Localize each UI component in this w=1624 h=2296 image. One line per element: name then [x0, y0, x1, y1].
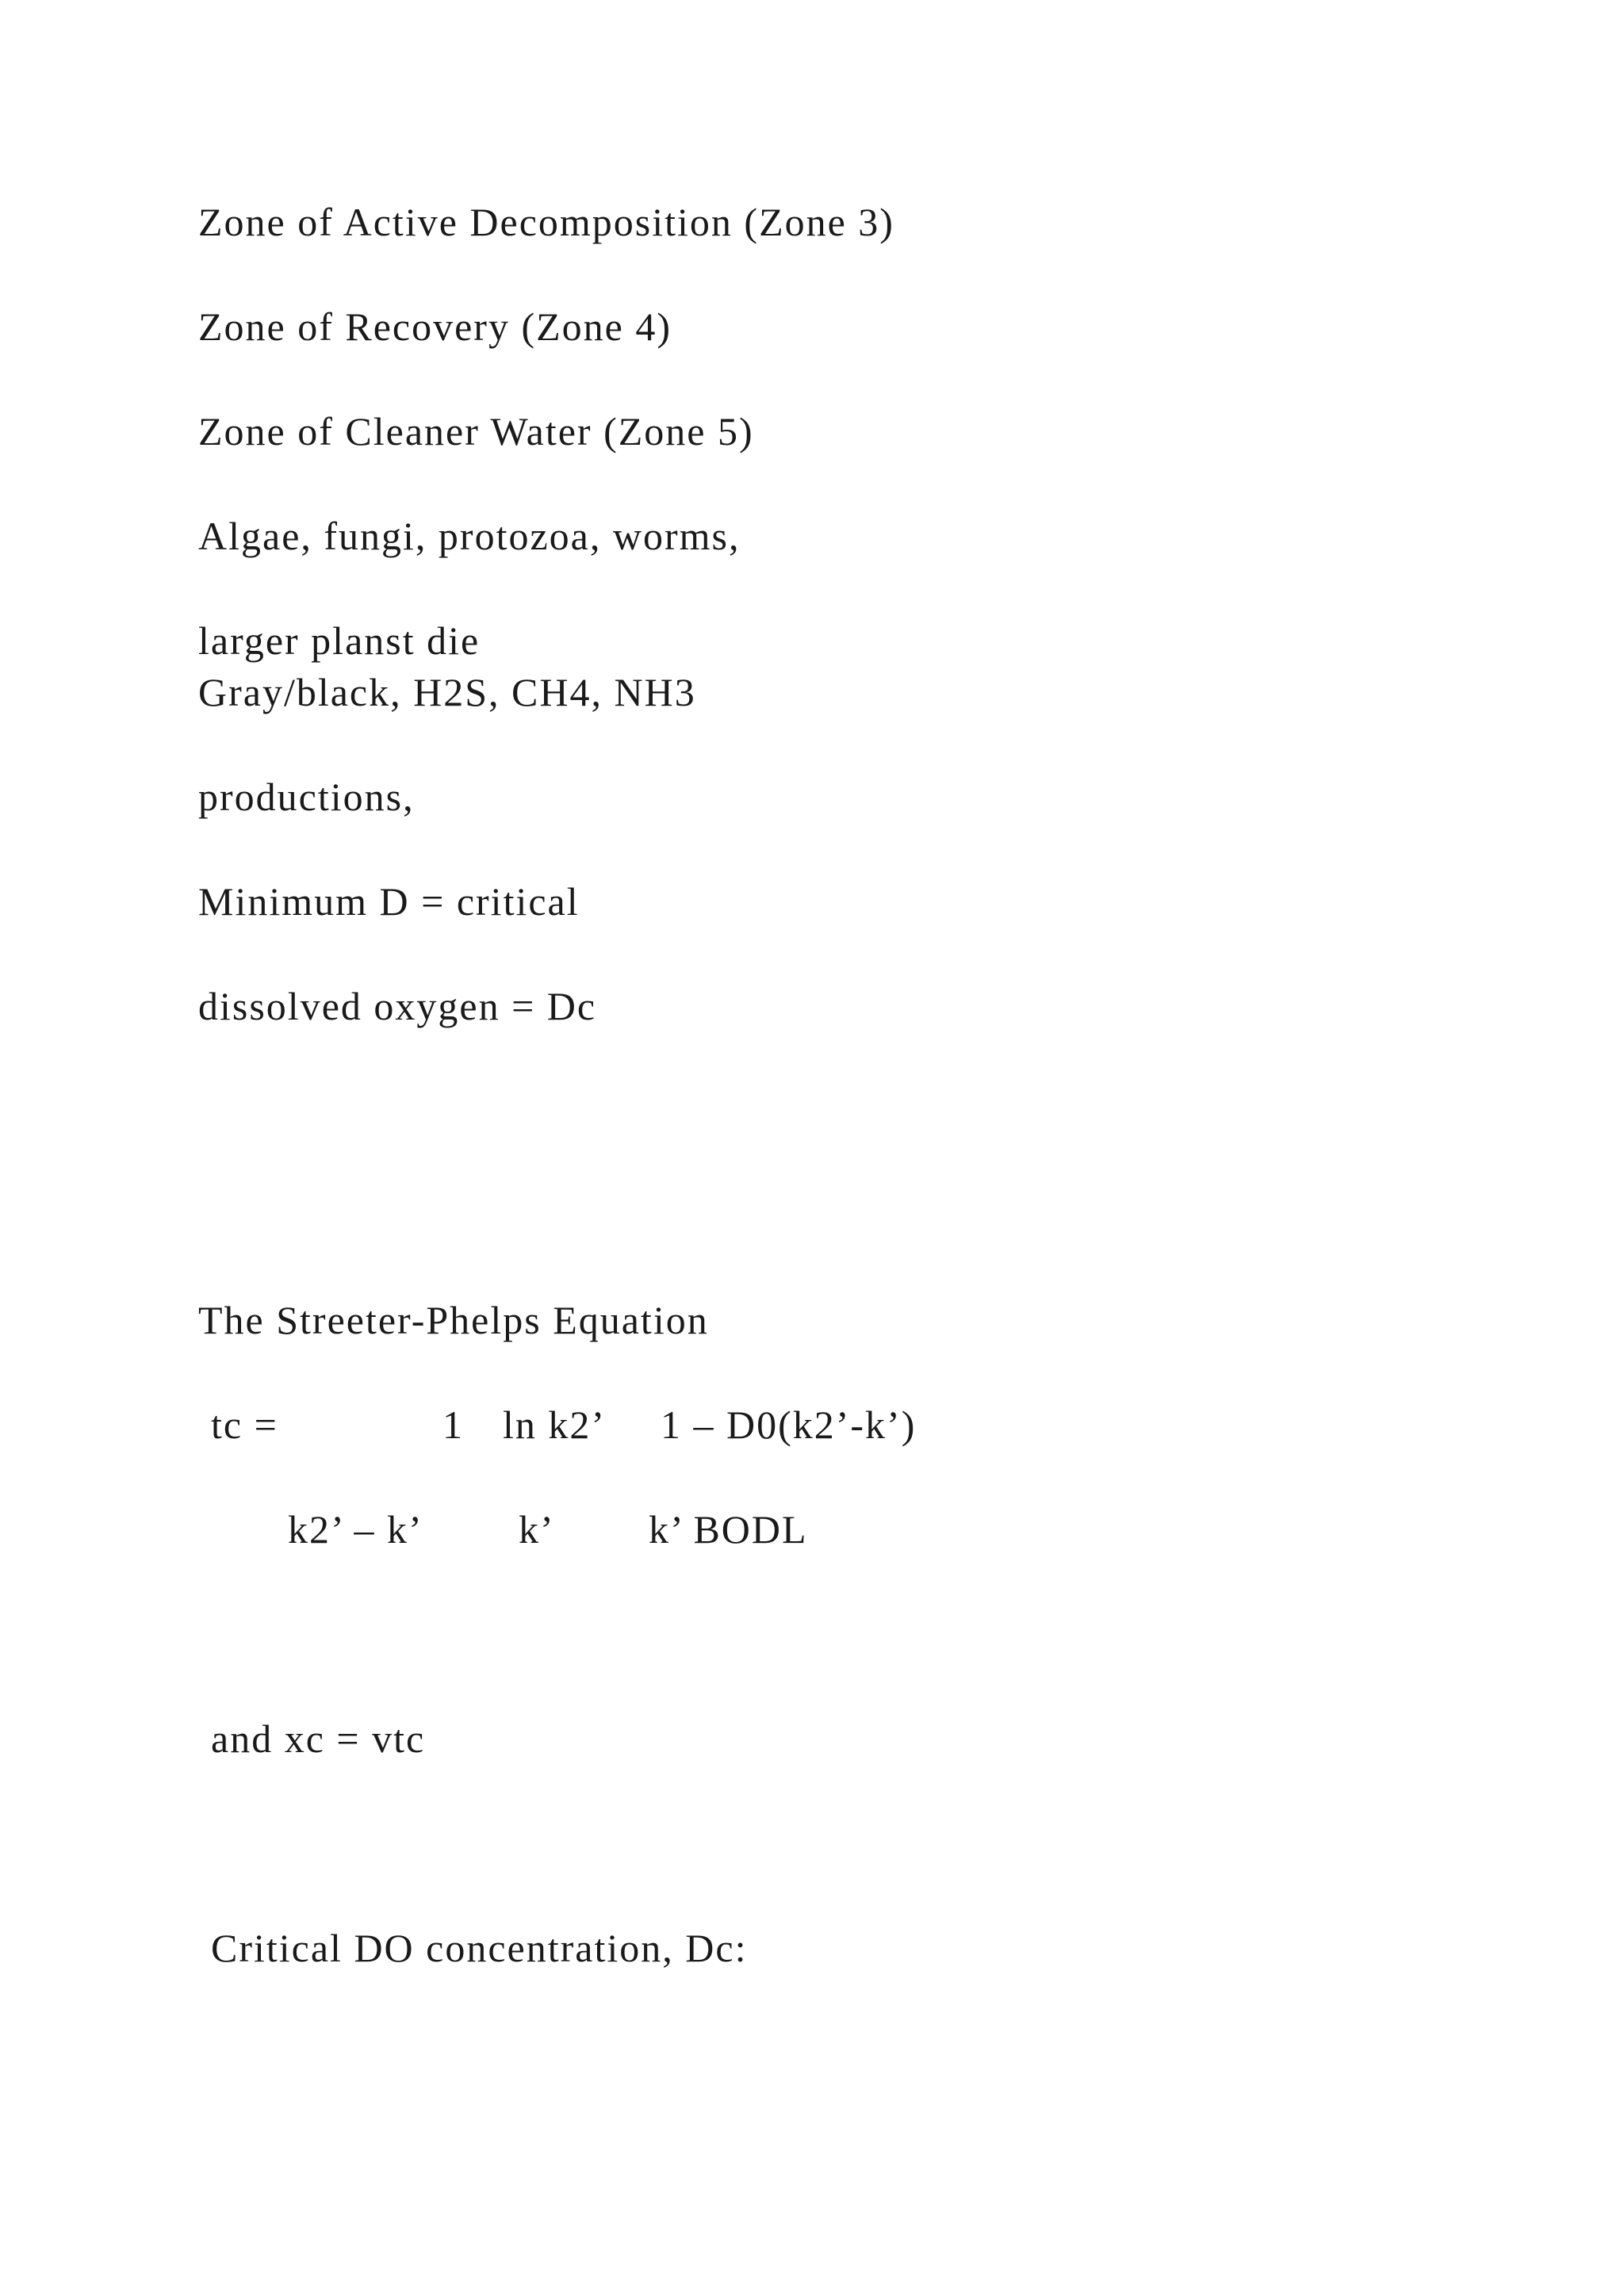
text-line-zone-5: Zone of Cleaner Water (Zone 5) [198, 409, 754, 453]
text-line-dissolved-oxygen: dissolved oxygen = Dc [198, 984, 597, 1028]
text-line-algae: Algae, fungi, protozoa, worms, [198, 514, 741, 558]
text-line-zone-3: Zone of Active Decomposition (Zone 3) [198, 200, 894, 244]
equation-bracket-numerator: 1 – D0(k2’-k’) [661, 1402, 917, 1447]
text-line-zone-4: Zone of Recovery (Zone 4) [198, 304, 672, 349]
text-line-larger-plants: larger planst die [198, 618, 481, 663]
text-line-critical-distance: and xc = vtc [211, 1716, 426, 1761]
text-line-gray-black: Gray/black, H2S, CH4, NH3 [198, 670, 696, 714]
equation-numerator-one: 1 [442, 1402, 464, 1447]
text-line-productions: productions, [198, 775, 415, 819]
equation-tc-label: tc = [211, 1402, 278, 1447]
equation-denominator-k: k’ [519, 1507, 555, 1552]
equation-ln-term: ln k2’ [503, 1402, 607, 1447]
section-heading-streeter-phelps: The Streeter-Phelps Equation [198, 1298, 709, 1342]
equation-denominator-bodl: k’ BODL [649, 1507, 808, 1552]
text-line-minimum-d: Minimum D = critical [198, 879, 580, 924]
equation-denominator-rate-difference: k2’ – k’ [288, 1507, 423, 1552]
text-line-critical-do: Critical DO concentration, Dc: [211, 1926, 748, 1970]
